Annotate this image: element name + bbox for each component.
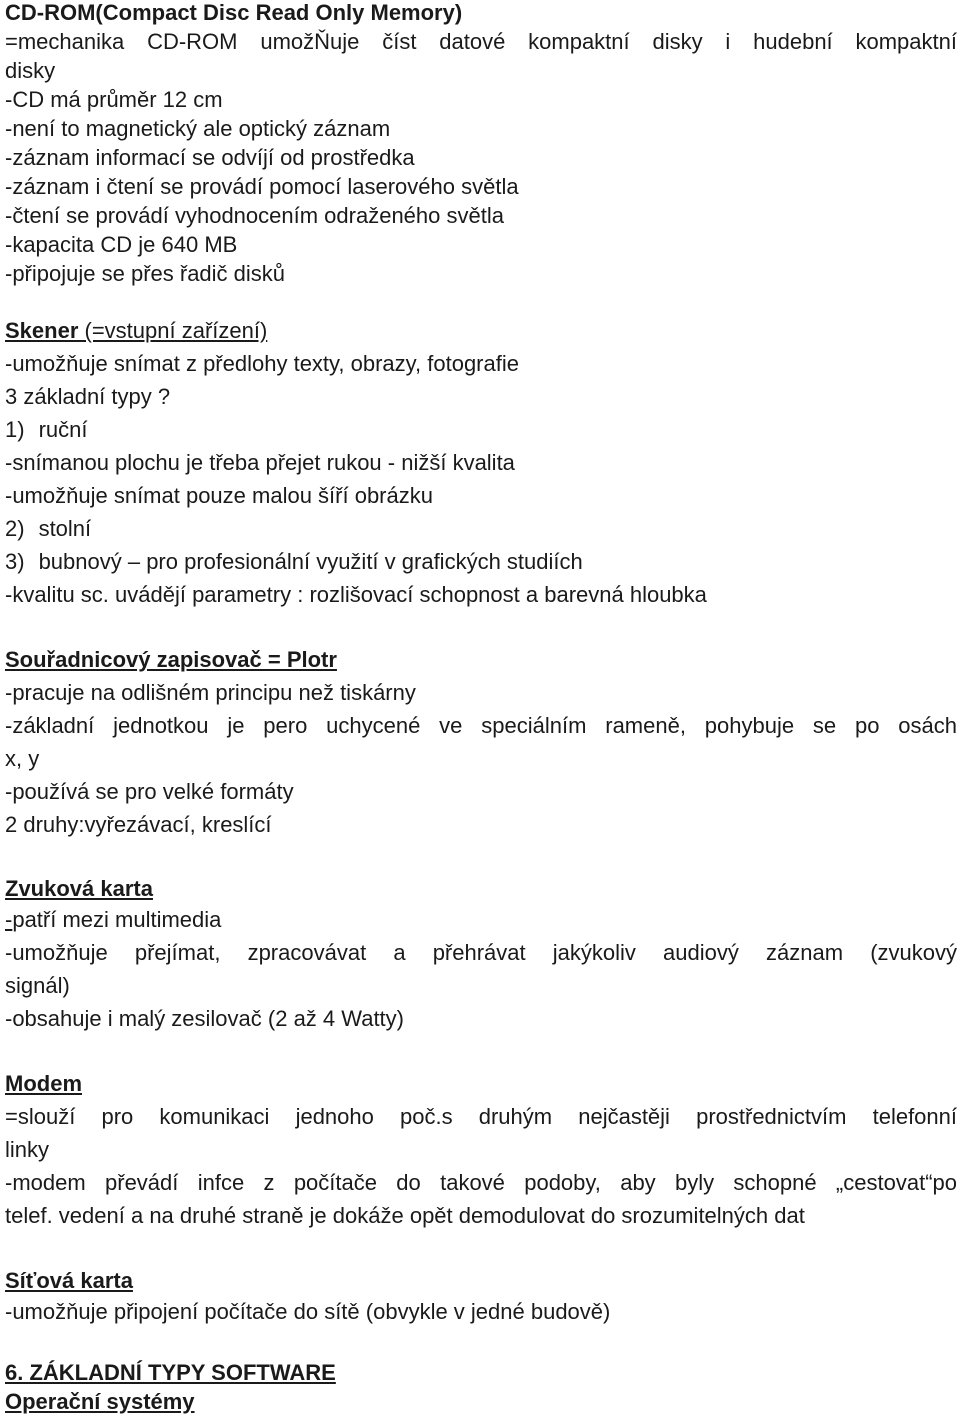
skener-type-1 (5, 417, 87, 445)
modem-line-2: linky (5, 1137, 50, 1162)
software-subheading: Operační systémy (5, 1389, 195, 1414)
cdrom-line-6: -záznam i čtení se provádí pomocí laserového světla (5, 174, 519, 199)
plotr-line-3: x, y (5, 746, 40, 771)
sitova-heading: Síťová karta (5, 1268, 133, 1293)
skener-last-line: -kvalitu sc. uvádějí parametry : rozlišovací schopnost a barevná hloubka (5, 582, 707, 607)
zvukova-line-3: signál) (5, 973, 70, 998)
skener-heading-rest: (=vstupní zařízení) (84, 318, 268, 343)
plotr-line-4: -používá se pro velké formáty (5, 779, 294, 804)
skener-line-2: 3 základní typy ? (5, 384, 171, 409)
cdrom-line-4: -není to magnetický ale optický záznam (5, 116, 391, 141)
modem-line-1: =slouží pro komunikaci jednoho poč.s druhým nejčastěji prostřednictvím telefonní (5, 1104, 957, 1129)
skener-line-1: -umožňuje snímat z předlohy texty, obrazy, fotografie (5, 351, 519, 376)
skener-type-3 (5, 549, 583, 577)
skener-type-1-num: 1) (5, 417, 25, 442)
cdrom-heading: CD-ROM(Compact Disc Read Only Memory) (5, 0, 463, 25)
plotr-line-1: -pracuje na odlišném principu než tiskárny (5, 680, 416, 705)
skener-type-1-line-2: -umožňuje snímat pouze malou šíří obrázku (5, 483, 433, 508)
skener-type-2-num: 2) (5, 516, 25, 541)
zvukova-line-2: -umožňuje přejímat, zpracovávat a přehrávat jakýkoliv audiový záznam (zvukový (5, 940, 957, 965)
zvukova-line-1-text: patří mezi multimedia (12, 907, 222, 932)
software-heading: 6. ZÁKLADNÍ TYPY SOFTWARE (5, 1360, 336, 1385)
cdrom-line-5: -záznam informací se odvíjí od prostředka (5, 145, 415, 170)
plotr-line-5: 2 druhy:vyřezávací, kreslící (5, 812, 272, 837)
zvukova-line-4: -obsahuje i malý zesilovač (2 až 4 Watty) (5, 1006, 404, 1031)
sitova-line-1: -umožňuje připojení počítače do sítě (obvykle v jedné budově) (5, 1299, 611, 1324)
skener-heading: Skener (5, 318, 85, 343)
cdrom-line-7: -čtení se provádí vyhodnocením odraženého světla (5, 203, 504, 228)
modem-line-3: -modem převádí infce z počítače do takové podoby, aby byly schopné „cestovat“po (5, 1170, 957, 1195)
cdrom-line-1: =mechanika CD-ROM umožŇuje číst datové kompaktní disky i hudební kompaktní (5, 29, 957, 54)
skener-type-2 (5, 516, 91, 544)
skener-heading-row (5, 318, 267, 346)
modem-heading: Modem (5, 1071, 82, 1096)
cdrom-line-8: -kapacita CD je 640 MB (5, 232, 238, 257)
skener-type-1-line-1: -snímanou plochu je třeba přejet rukou - nižší kvalita (5, 450, 515, 475)
plotr-heading: Souřadnicový zapisovač = Plotr (5, 647, 337, 672)
plotr-line-2: -základní jednotkou je pero uchycené ve speciálním rameně, pohybuje se po osách (5, 713, 957, 738)
skener-type-2-label: stolní (38, 516, 92, 541)
cdrom-line-3: -CD má průměr 12 cm (5, 87, 223, 112)
cdrom-line-2: disky (5, 58, 56, 83)
zvukova-line-1 (5, 907, 221, 935)
skener-type-3-label: bubnový – pro profesionální využití v grafických studiích (38, 549, 583, 574)
zvukova-heading: Zvuková karta (5, 876, 153, 901)
skener-type-1-label: ruční (38, 417, 88, 442)
cdrom-line-9: -připojuje se přes řadič disků (5, 261, 286, 286)
zvukova-line-1-dash: - (5, 907, 13, 932)
skener-type-3-num: 3) (5, 549, 25, 574)
modem-line-4: telef. vedení a na druhé straně je dokáže opět demodulovat do srozumitelných dat (5, 1203, 805, 1228)
